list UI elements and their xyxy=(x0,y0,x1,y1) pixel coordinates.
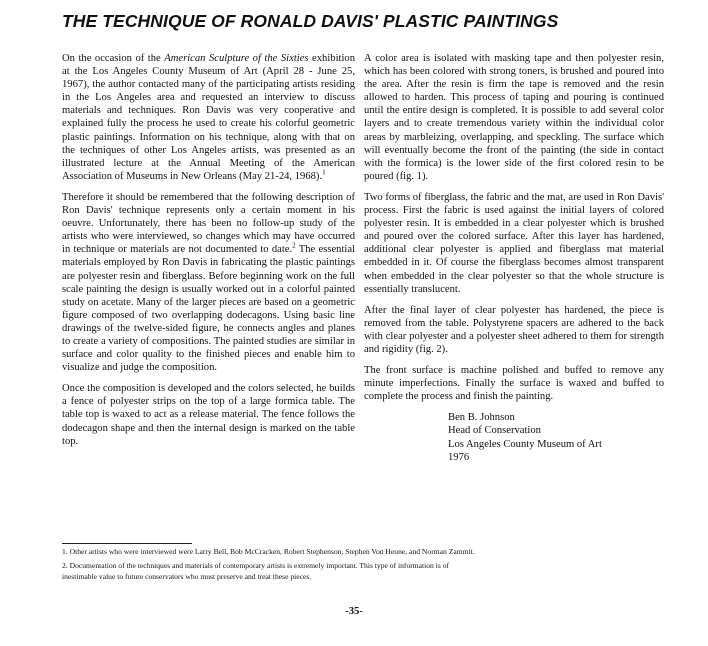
paragraph-text: Therefore it should be remembered that the following description of Ron Davis' technique represents only a certain moment in his oeuvre. Unfortunately, there has been no follow-up study of the artists who were interviewed, so changes which may have occurred in technique or materials are not documented to date. xyxy=(62,191,355,256)
paragraph-text: exhibition at the Los Angeles County Museum of Art (April 28 - June 25, 1967), the author contacted many of the participating artists residing in the Los Angeles area and requested an interview to discuss materials and techniques. Ron Davis was very cooperative and explained fully the process he used to create his colorful geometric plastic paintings. Information on his technique, along with that on the techniques of other Los Angeles artists, was presented as an illustrated lecture at the Annual Meeting of the American Association of Museums in New Orleans (May 21-24, 1968). xyxy=(62,53,355,182)
paragraph-text: On the occasion of the xyxy=(62,53,165,64)
paragraph-composition: Once the composition is developed and the colors selected, he builds a fence of polyester strips on the top of a large formica table. The table top is waxed to act as a release material. The fence follows the dodecagon shape and then the internal design is marked on the table top. xyxy=(62,383,355,447)
page-number: -35- xyxy=(345,606,363,617)
footnote-ref-1[interactable]: 1 xyxy=(322,168,326,177)
paragraph-materials xyxy=(62,191,355,374)
signature-year: 1976 xyxy=(448,451,470,463)
paragraph-occasion xyxy=(62,52,355,183)
footnote-1: 1. Other artists who were interviewed were Larry Bell, Bob McCracken, Robert Stephenson, Stephen Von Heune, and Norman Zammit. xyxy=(62,547,475,556)
paragraph-fiberglass: Two forms of fiberglass, the fabric and the mat, are used in Ron Davis' process. First the fabric is used against the initial layers of colored polyester resin. It is embedded in a clear polyester which is brushed and poured over the colored surface. After this layer has hardened, additional clear polyester is applied and fiberglass mat material embedded in it. Of course the fiberglass becomes almost transparent when embedded in the clear polyester so that the whole structure is essentially translucent. xyxy=(364,191,664,295)
footnotes xyxy=(62,547,476,586)
author-institution: Los Angeles County Museum of Art xyxy=(448,438,602,450)
author-name: Ben B. Johnson xyxy=(448,412,515,424)
footnote-ref-2[interactable]: 2 xyxy=(292,241,296,250)
exhibition-title: American Sculpture of the Sixties xyxy=(164,53,309,64)
paragraph-removal: After the final layer of clear polyester has hardened, the piece is removed from the table. Polystyrene spacers are adhered to the back with clear polyester and a polyester sheet adhered to them for strength and rigidity (fig. 2). xyxy=(364,304,664,355)
article-title: THE TECHNIQUE OF RONALD DAVIS' PLASTIC PAINTINGS xyxy=(62,11,559,31)
left-column xyxy=(62,52,355,456)
footnote-2: 2. Documentation of the techniques and materials of contemporary artists is extremely important. This type of information is of inestimable value to future conservators who must preserve and treat these pieces. xyxy=(62,561,450,581)
footnote-divider xyxy=(62,543,192,544)
paragraph-color-area: A color area is isolated with masking tape and then polyester resin, which has been colored with strong toners, is brushed and poured into the area. After the resin is firm the tape is removed and the resin allowed to harden. This process of taping and pouring is continued until the entire design is completed. It is possible to add several color layers and to create tremendous variety within the individual color areas by marbleizing, overlapping, and speckling. The surface which will eventually become the front of the painting (the side in contact with the formica) is the lower side of the first colored resin to be poured (fig. 1). xyxy=(364,53,664,182)
right-column xyxy=(364,52,664,464)
author-signature xyxy=(448,411,664,463)
paragraph-finishing: The front surface is machine polished and buffed to remove any minute imperfections. Finally the surface is waxed and buffed to complete the process and finish the painting. xyxy=(364,365,664,403)
author-role: Head of Conservation xyxy=(448,425,541,437)
paragraph-text: The essential materials employed by Ron Davis in fabricating the plastic paintings are polyester resin and fiberglass. Before beginning work on the full scale painting the design is usually worked out in a colorful painted study on acetate. Many of the larger pieces are based on a geometric figure composed of two overlapping dodecagons. Using basic line drawings of the twelve-sided figure, he connects angles and planes to create a variety of compositions. The painted studies are similar in surface and color quality to the finished pieces and enable him to visualize and judge the composition. xyxy=(62,244,355,374)
